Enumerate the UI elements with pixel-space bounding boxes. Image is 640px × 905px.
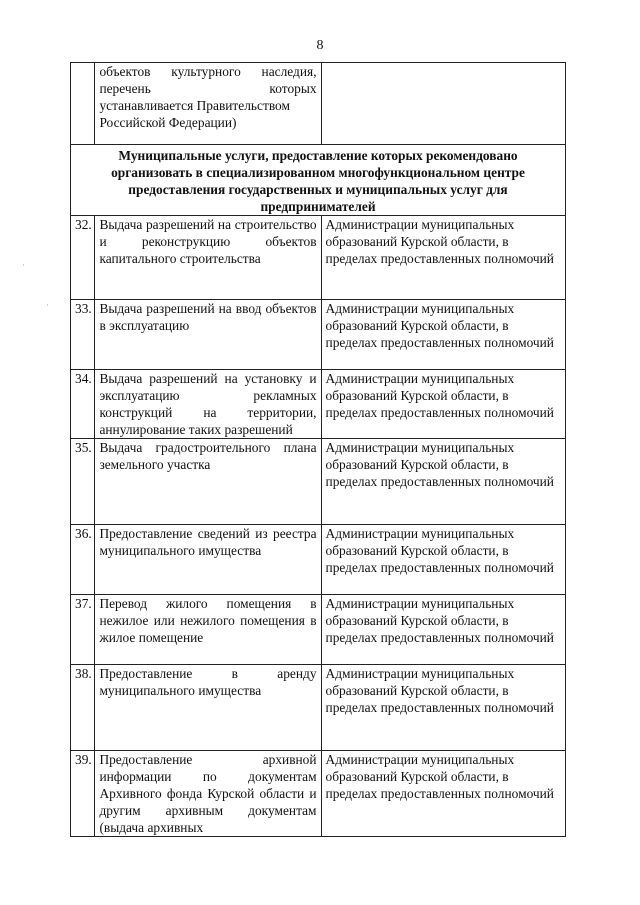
authority: Администрации муниципальных образований Курской области, в пределах предоставленных полномочий (321, 525, 565, 595)
service-name-line: объектов культурного наследия, (99, 64, 317, 79)
table-row (71, 665, 566, 751)
authority: Администрации муниципальных образований Курской области, в пределах предоставленных полномочий (321, 595, 565, 665)
section-heading-row (71, 145, 566, 216)
table-row (71, 751, 566, 837)
table-row (71, 216, 566, 300)
service-name: Предоставление сведений из реестра муниципального имущества (95, 525, 321, 595)
authority: Администрации муниципальных образований Курской области, в пределах предоставленных полномочий (321, 665, 565, 751)
table-row (71, 525, 566, 595)
scan-speck: · (22, 260, 25, 270)
authority: Администрации муниципальных образований Курской области, в пределах предоставленных полномочий (321, 370, 565, 439)
service-name: Выдача разрешений на ввод объектов в эксплуатацию (95, 300, 321, 370)
row-number: 35. (71, 439, 95, 525)
row-number: 33. (71, 300, 95, 370)
row-number: 38. (71, 665, 95, 751)
section-heading: Муниципальные услуги, предоставление которых рекомендовано организовать в специализированном многофункциональном центре предоставления государственных и муниципальных услуг для предпринимателей (71, 145, 566, 216)
table-row (71, 300, 566, 370)
service-name: Выдача разрешений на установку и эксплуатацию рекламных конструкций на территории, аннулирование таких разрешений (95, 370, 321, 439)
table-row-continued (71, 63, 566, 145)
authority: Администрации муниципальных образований Курской области, в пределах предоставленных полномочий (321, 751, 565, 837)
authority: Администрации муниципальных образований Курской области, в пределах предоставленных полномочий (321, 216, 565, 300)
service-name: Выдача разрешений на строительство и реконструкцию объектов капитального строительства (95, 216, 321, 300)
row-number: 36. (71, 525, 95, 595)
service-name: Перевод жилого помещения в нежилое или нежилого помещения в жилое помещение (95, 595, 321, 665)
service-name: Выдача градостроительного плана земельного участка (95, 439, 321, 525)
row-number: 32. (71, 216, 95, 300)
authority-cell (321, 63, 565, 145)
service-name: Предоставление в аренду муниципального имущества (95, 665, 321, 751)
service-name-cell (95, 63, 321, 145)
service-name-line: устанавливается Правительством (99, 98, 290, 113)
table-row (71, 370, 566, 439)
scan-speck: · (46, 300, 49, 310)
page-number: 8 (316, 38, 324, 53)
row-number: 37. (71, 595, 95, 665)
row-number-cell (71, 63, 95, 145)
service-name-line: перечень которых (99, 81, 317, 96)
row-number: 34. (71, 370, 95, 439)
row-number: 39. (71, 751, 95, 837)
authority: Администрации муниципальных образований Курской области, в пределах предоставленных полномочий (321, 439, 565, 525)
table-row (71, 439, 566, 525)
service-name: Предоставление архивной информации по документам Архивного фонда Курской области и другим архивным документам (выдача архивных (95, 751, 321, 837)
table-row (71, 595, 566, 665)
services-table (70, 62, 566, 837)
authority: Администрации муниципальных образований Курской области, в пределах предоставленных полномочий (321, 300, 565, 370)
service-name-line: Российской Федерации) (99, 115, 237, 130)
